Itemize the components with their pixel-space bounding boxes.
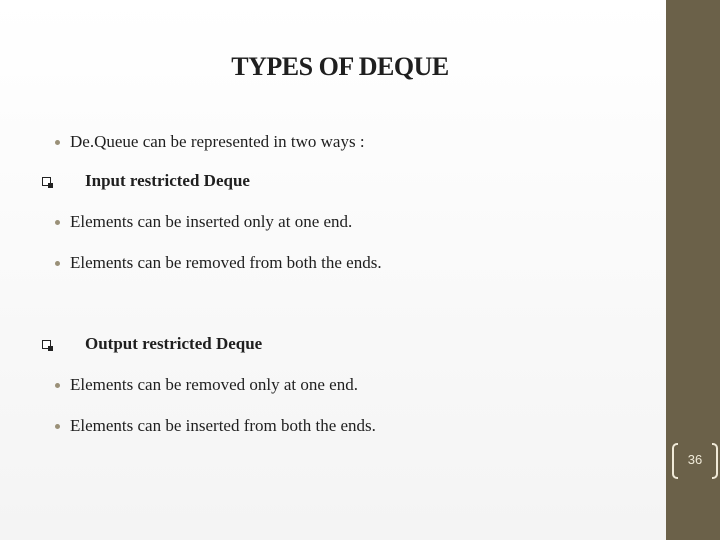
bullet-dot (55, 424, 60, 429)
bullet-dot (55, 140, 60, 145)
list-item: Elements can be removed from both the ends. (70, 253, 382, 272)
list-item: Elements can be inserted from both the ends. (70, 416, 376, 435)
page-number-badge (672, 443, 718, 481)
section-heading-output-restricted: Output restricted Deque (85, 334, 263, 353)
section-heading-input-restricted: Input restricted Deque (85, 171, 250, 190)
bullet-dot (55, 261, 60, 266)
checkbox-bullet-icon (42, 340, 51, 349)
slide-title: TYPES OF DEQUE (231, 52, 449, 81)
bullet-dot (55, 220, 60, 225)
page-number: 36 (687, 452, 703, 467)
list-item: Elements can be removed only at one end. (70, 375, 358, 394)
list-item: Elements can be inserted only at one end. (70, 212, 353, 231)
checkbox-bullet-icon (42, 177, 51, 186)
intro-text: De.Queue can be represented in two ways : (70, 132, 365, 151)
bullet-dot (55, 383, 60, 388)
